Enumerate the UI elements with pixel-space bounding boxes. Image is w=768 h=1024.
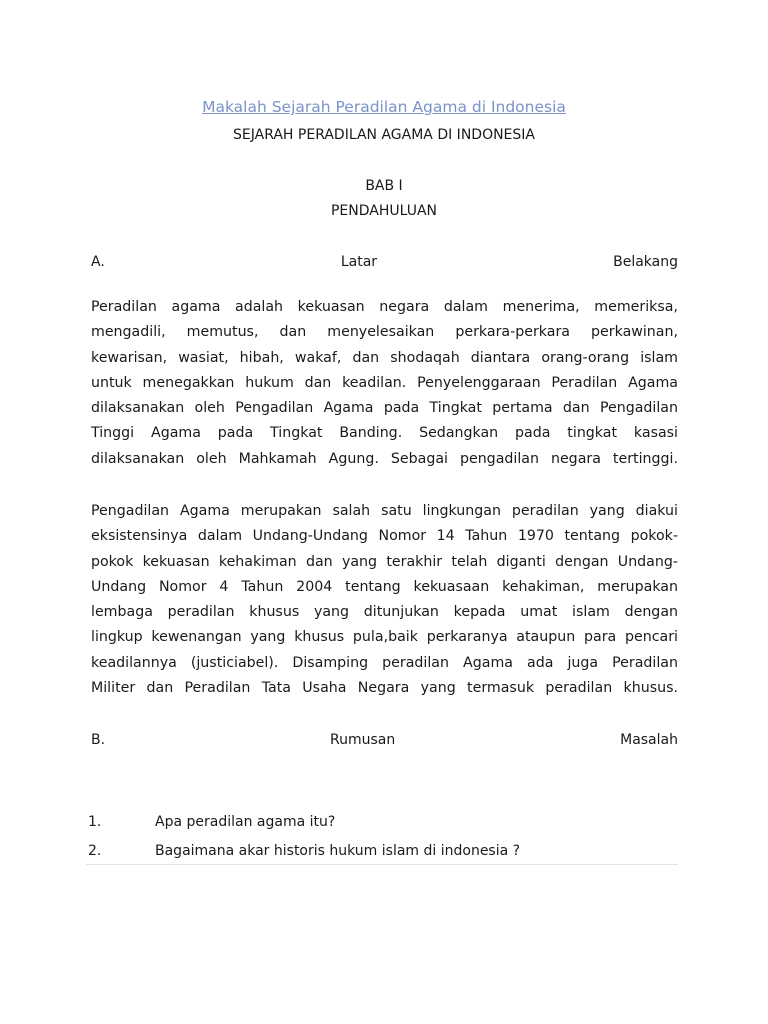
document-link-title[interactable]: Makalah Sejarah Peradilan Agama di Indonesia: [202, 98, 566, 116]
paragraph-1-line: dilaksanakan oleh Mahkamah Agung. Sebagai pengadilan negara tertinggi.: [91, 450, 678, 467]
section-b-heading: [91, 731, 678, 749]
paragraph-1-line: untuk menegakkan hukum dan keadilan. Penyelenggaraan Peradilan Agama: [91, 374, 678, 391]
list-item-number: 1.: [88, 814, 102, 830]
paragraph-2-line: eksistensinya dalam Undang-Undang Nomor 14 Tahun 1970 tentang pokok-: [91, 528, 678, 545]
paragraph-2-line: Pengadilan Agama merupakan salah satu lingkungan peradilan yang diakui: [91, 503, 678, 519]
list-item-text: Bagaimana akar historis hukum islam di indonesia ?: [155, 843, 521, 859]
paragraph-2-line: lembaga peradilan khusus yang ditunjukan kepada umat islam dengan: [91, 604, 678, 621]
section-a-word1: Latar: [340, 254, 378, 270]
list-item-number: 2.: [88, 843, 102, 859]
chapter-number: BAB I: [365, 178, 403, 194]
section-a-word2: Belakang: [613, 254, 678, 270]
main-title: SEJARAH PERADILAN AGAMA DI INDONESIA: [233, 127, 535, 143]
section-a-letter: A.: [91, 254, 105, 270]
chapter-title: PENDAHULUAN: [330, 203, 438, 219]
paragraph-1-line: dilaksanakan oleh Pengadilan Agama pada Tingkat pertama dan Pengadilan: [91, 400, 678, 417]
paragraph-2: [91, 499, 678, 701]
paragraph-2-line: keadilannya (justiciabel). Disamping peradilan Agama ada juga Peradilan: [91, 654, 678, 671]
paragraph-1-line: kewarisan, wasiat, hibah, wakaf, dan shodaqah diantara orang-orang islam: [91, 349, 678, 366]
section-b-letter: B.: [91, 732, 106, 748]
paragraph-2-line: pokok kekuasan kehakiman dan yang terakhir telah diganti dengan Undang-: [91, 553, 678, 570]
section-a-heading: [91, 253, 678, 271]
section-b-word2: Masalah: [620, 732, 678, 748]
paragraph-1-line: mengadili, memutus, dan menyelesaikan perkara-perkara perkawinan,: [91, 324, 678, 341]
paragraph-2-line: lingkup kewenangan yang khusus pula,baik perkaranya ataupun para pencari: [91, 629, 678, 646]
paragraph-1-line: Peradilan agama adalah kekuasan negara dalam menerima, memeriksa,: [91, 299, 678, 315]
document-link-title-row: [0, 98, 768, 117]
list-item-text: Apa peradilan agama itu?: [155, 814, 336, 830]
paragraph-1-line: Tinggi Agama pada Tingkat Banding. Sedangkan pada tingkat kasasi: [91, 425, 678, 442]
paragraph-1: [91, 295, 678, 472]
section-b-word1: Rumusan: [329, 732, 396, 748]
horizontal-divider: [86, 864, 678, 865]
paragraph-2-line: Undang Nomor 4 Tahun 2004 tentang kekuasaan kehakiman, merupakan: [91, 578, 678, 595]
paragraph-2-line: Militer dan Peradilan Tata Usaha Negara yang termasuk peradilan khusus.: [91, 680, 678, 697]
